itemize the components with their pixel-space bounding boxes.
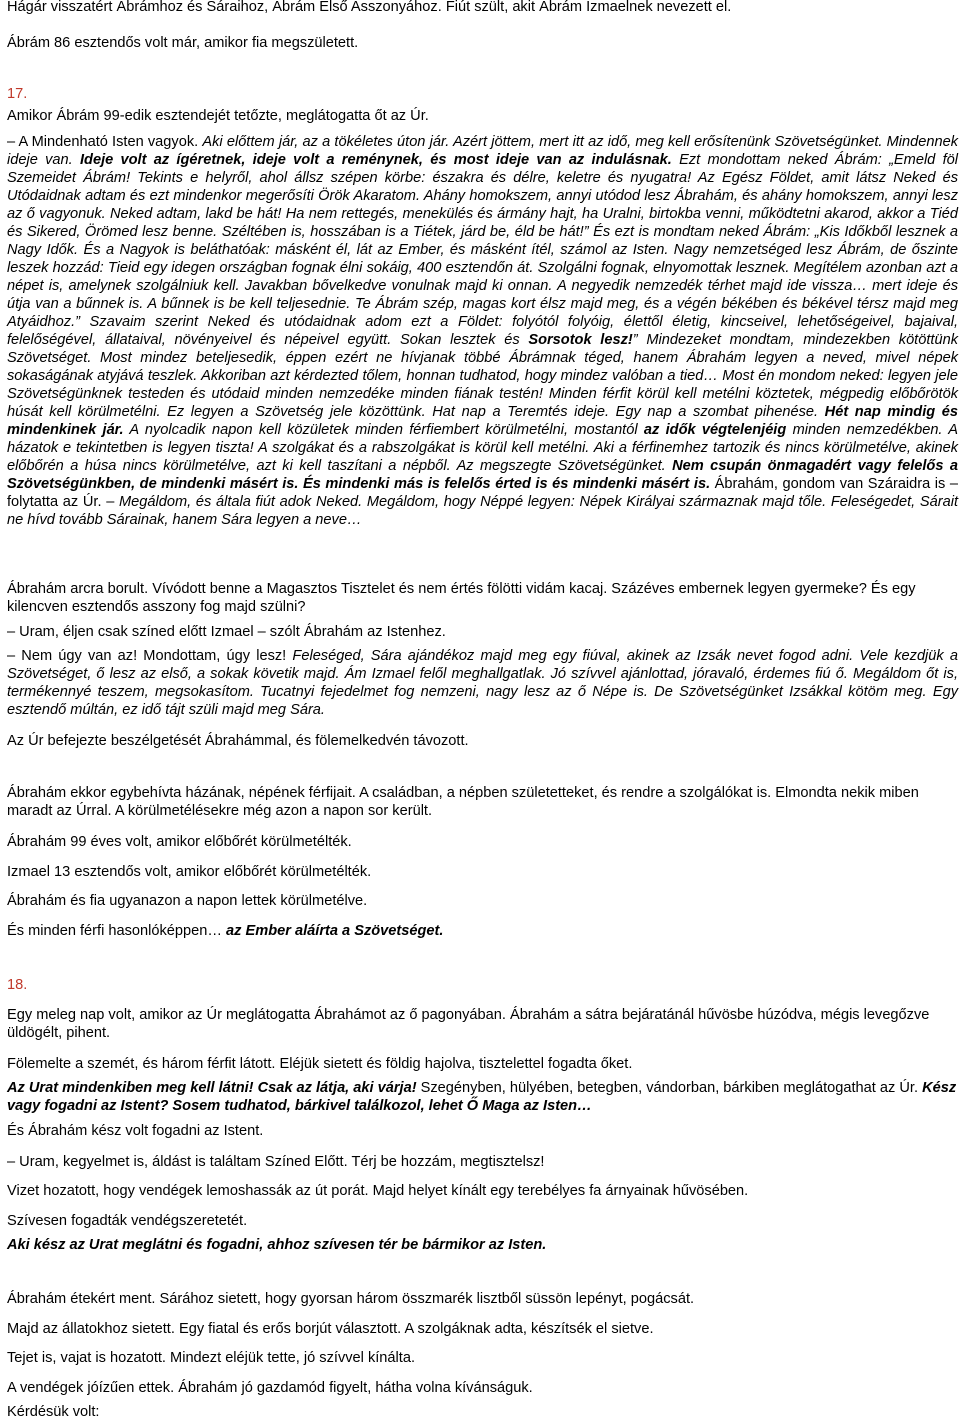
text-run: Nem csupán önmagadért vagy felelős a Szövetségünkben, de mindenki másért is. És mindenki más is felelős érted is és mindenki másért is. <box>7 458 958 492</box>
paragraph: Amikor Ábrám 99-edik esztendejét tetőzte, meglátogatta őt az Úr. <box>7 108 429 124</box>
paragraph: Kérdésük volt: <box>7 1404 100 1420</box>
text-run: Aki előttem jár, az a tökéletes úton jár. Azért jöttem, mert itt az idő, meg kell erősítenünk Szövetségünket. Mindennek ideje van. <box>7 134 959 168</box>
text-run: Ideje volt az ígéretnek, ideje volt a reménynek, és most ideje van az indulásnak. <box>79 152 672 168</box>
text-run: Feleséged, Sára ajándékoz majd meg egy fiúval, akinek az Izsák nevet fogod adni. Vele kezdjük a Szövetséget, ő lesz az első, a sokak követik majd. Ám Izmael felől meghallgatlak. Jó szívvel ajánlottad, jóravaló, érdemes fiú ő. Megáldom őt is, termékennyé teszem, megsokasítom. Tucatnyi fejedelmet fog nemzeni, nagy lesz az ő Népe is. De Szövetségünket Izsákkal kötöm meg. Egy esztendő múltán, ez idő tájt szüli majd meg Sára. <box>7 648 958 718</box>
paragraph <box>7 922 443 940</box>
paragraph: Ábrahám 99 éves volt, amikor előbőrét körülmetélték. <box>7 834 352 850</box>
paragraph: A vendégek jóízűen ettek. Ábrahám jó gazdamód figyelt, hátha volna kívánságuk. <box>7 1380 533 1396</box>
paragraph: Tejet is, vajat is hozatott. Mindezt eléjük tette, jó szívvel kínálta. <box>7 1350 416 1366</box>
chapter-heading: 18. <box>7 977 28 993</box>
paragraph: Fölemelte a szemét, és három férfit látott. Eléjük sietett és földig hajolva, tisztelettel fogadta őket. <box>7 1056 633 1072</box>
chapter-heading: 17. <box>7 86 28 102</box>
paragraph: Az Úr befejezte beszélgetését Ábrahámmal, és fölemelkedvén távozott. <box>7 733 469 749</box>
paragraph: Szívesen fogadták vendégszeretetét. <box>7 1213 248 1229</box>
text-run: az idők végtelenjéig <box>643 422 787 438</box>
paragraph: Ábrahám étekért ment. Sárához sietett, hogy gyorsan három összmarék lisztből süssön lepényt, pogácsát. <box>7 1291 695 1307</box>
paragraph: És Ábrahám kész volt fogadni az Istent. <box>7 1123 264 1139</box>
paragraph: Egy meleg nap volt, amikor az Úr meglátogatta Ábrahámot az ő pagonyában. Ábrahám a sátra bejáratánál hűvösbe húzódva, mégis levegőzve üldögélt, pihent. <box>7 1007 930 1041</box>
text-run: Ezt mondottam neked Ábrám: „Emeld föl Szemeidet Ábrám! Tekints e helyről, ahol állsz szépen körbe: északra és délre, keletre és nyugatra! Az Egész Földet, amit látsz Neked és Utódaidnak adtam és ezt mindenkor megerősíti Örök Akaratom. Ahány homokszem, annyi utódod lesz Ábrahám, és ahány homokszem, annyi lesz az ő vagyonuk. Neked adtam, lakd be hát! Ha nem rettegés, menekülés és ármány hajt, ha Uralni, birtokba venni, működtetni akarod, akkor a Tiéd és Sikered, Örömed lesz benne. Széltében is, hosszában is a Tiétek, járd be, éld be hát!” És ezt is mondtam neked Ábrám: „Kis Időkből lesznek a Nagy Idők. És a Nagyok is beláthatóak: másként él, lát az Ember, és másként ítél, számol az Isten. Nagy nemzetséged lesz Ábrám, de őszinte leszek hozzád: Tieid egy idegen országban fognak élni sokáig, 400 esztendőn át. Szolgálni fognak, elnyomottak lesznek. Megítélem azonban azt a népet is, amelynek szolgálniuk kell. Javakban bővelkedve vonulnak majd ki onnan. A negyedik nemzedék térhet majd ide vissza… mert ideje és útja van a bűnnek is. A bűnnek is be kell teljesednie. Te Ábrám szép, magas kort élsz majd meg, és a végén békében és békével térsz majd meg Atyáidhoz.” Szavaim szerint Neked és utódaidnak adom ezt a Földet: folyótól folyóig, élettől életig, kincseivel, lehetőségeivel, bajaival, felelőségével, állataival, növényeivel és népeivel együtt. Sokan lesztek és <box>7 152 958 348</box>
paragraph <box>7 133 958 529</box>
text-run: Aki kész az Urat meglátni és fogadni, ahhoz szívesen tér be bármikor az Isten. <box>7 1237 547 1253</box>
paragraph: Ábrahám arcra borult. Vívódott benne a Magasztos Tisztelet és nem értés fölötti vidám kacaj. Százéves embernek legyen gyermeke? És egy kilencven esztendős asszony fog majd szülni? <box>7 581 916 615</box>
text-run: A nyolcadik napon kell közületek minden férfiembert körülmetélni, mostantól <box>123 422 644 438</box>
text-run: Sorsotok lesz! <box>528 332 633 348</box>
paragraph: Vizet hozatott, hogy vendégek lemoshassák az út porát. Majd helyet kínált egy terebélyes fa árnyainak hűvösében. <box>7 1183 749 1199</box>
paragraph: – Uram, kegyelmet is, áldást is találtam Színed Előtt. Térj be hozzám, megtisztelsz! <box>7 1154 545 1170</box>
paragraph <box>7 1236 546 1254</box>
text-run: minden nemzedékben. A házatok e tekintetben is legyen tiszta! A szolgákat és a rabszolgákat is körül kell metélni. Aki a férfinemhez tartozik és nincs körülmetélve, akinek előbőrén a húsa nincs körülmetélve, azt ki kell taszítani a népből. Az megszegte Szövetségünket. <box>7 422 958 474</box>
paragraph: Ábrahám és fia ugyanazon a napon lettek körülmetélve. <box>7 893 368 909</box>
paragraph <box>7 647 958 719</box>
text-run: – Nem úgy van az! Mondottam, úgy lesz! <box>7 648 293 664</box>
paragraph: Hágár visszatért Ábrámhoz és Sáraihoz, Ábrám Első Asszonyához. Fiút szült, akit Ábrám Izmaelnek nevezett el. <box>7 0 732 15</box>
text-run: Hét nap mindig és mindenkinek jár. <box>7 404 958 438</box>
paragraph <box>7 1079 958 1115</box>
paragraph: Ábrahám ekkor egybehívta házának, népének férfijait. A családban, a népben születetteket, és rendre a szolgálókat is. Elmondta nekik miben maradt az Úrral. A körülmetélésekre még azon a napon sor került. <box>7 785 919 819</box>
text-run: Szegényben, hülyében, betegben, vándorban, bárkiben meglátogathat az Úr. <box>416 1080 923 1096</box>
paragraph: Majd az állatokhoz sietett. Egy fiatal és erős borjút választott. A szolgáknak adta, készítsék el sietve. <box>7 1321 654 1337</box>
paragraph: – Uram, éljen csak színed előtt Izmael – szólt Ábrahám az Istenhez. <box>7 624 446 640</box>
text-run: az Ember aláírta a Szövetséget. <box>226 923 444 939</box>
text-run: Megáldom, és általa fiút adok Neked. Megáldom, hogy Néppé legyen: Népek Királyai származnak majd tőle. Feleségedet, Sárait ne hívd tovább Sárainak, hanem Sára legyen a neve… <box>7 494 958 528</box>
text-run: ” Mindezeket mondtam, mindezekben kötöttünk Szövetséget. Most mindez beteljesedik, éppen ezért ne hívjanak többé Ábrámnak téged, hanem Ábrahám legyen a neved, mivel népek sokaságának atyjává teszlek. Akkoriban azt kérdezted tőlem, honnan tudhatod, hogy mindez valóban a tied… Most én mondom neked: legyen jele Szövetségünknek testeden és utódaid minden nemzedéke minden fiának testén! Minden férfit körül kell metélni köztetek, mégpedig előbőrötök húsát kell körülmetélni. Ez legyen a Szövetség jele közöttünk. Hat nap a Teremtés ideje. Egy nap a szombat pihenése. <box>7 332 958 420</box>
text-run: És minden férfi hasonlóképpen… <box>7 923 227 939</box>
paragraph: Ábrám 86 esztendős volt már, amikor fia megszületett. <box>7 35 359 51</box>
text-run: Ábrahám, gondom van Száraidra is – folytatta az Úr. – <box>7 476 958 510</box>
text-run: Az Urat mindenkiben meg kell látni! Csak az látja, aki várja! <box>7 1080 417 1096</box>
text-run: – A Mindenható Isten vagyok. <box>7 134 203 150</box>
text-run: Kész vagy fogadni az Istent? Sosem tudhatod, bárkivel találkozol, lehet Ő Maga az Isten… <box>7 1080 957 1114</box>
paragraph: Izmael 13 esztendős volt, amikor előbőrét körülmetélték. <box>7 864 372 880</box>
